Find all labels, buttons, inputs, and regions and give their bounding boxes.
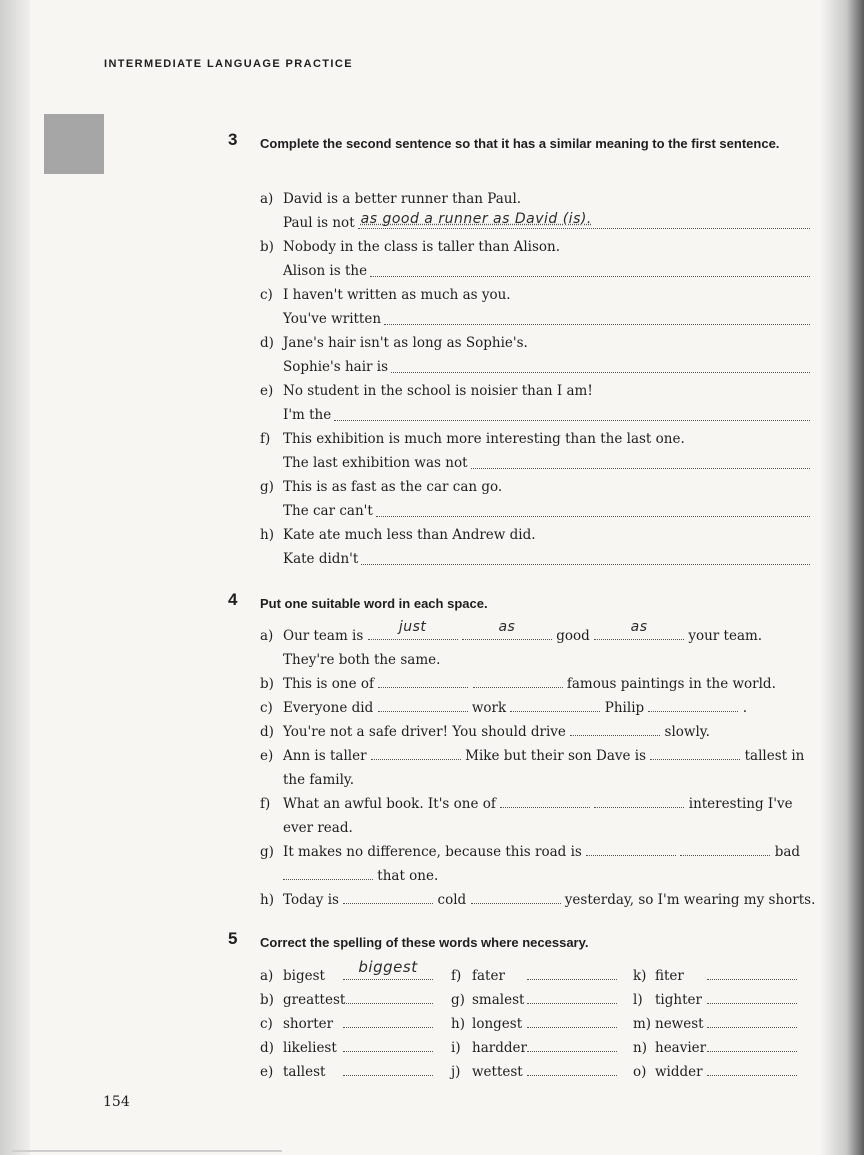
spelling-answer-field[interactable]	[707, 1061, 797, 1076]
spelling-item: b) greattest	[260, 988, 433, 1012]
exercise-3-instruction: Complete the second sentence so that it has a similar meaning to the first sentence.	[260, 136, 780, 151]
exercise-3-answer-row-b	[283, 259, 810, 283]
gap-field[interactable]	[378, 697, 468, 712]
exercise-4-item-f-cont: ever read.	[283, 820, 353, 836]
item-sentence: I haven't written as much as you.	[283, 287, 511, 303]
gap-field[interactable]	[471, 889, 561, 904]
gap-field[interactable]	[650, 745, 740, 760]
exercise-3-answer-row-g	[283, 499, 810, 523]
spelling-answer-field[interactable]	[527, 1013, 617, 1028]
spelling-item: j) wettest	[451, 1060, 617, 1084]
answer-field[interactable]	[358, 211, 810, 235]
page-number: 154	[103, 1094, 130, 1110]
gap-field[interactable]	[510, 697, 600, 712]
spelling-answer-field[interactable]	[707, 1013, 797, 1028]
spelling-item: g) smalest	[451, 988, 617, 1012]
answer-prefix: Sophie's hair is	[283, 359, 389, 375]
running-header: INTERMEDIATE LANGUAGE PRACTICE	[104, 58, 353, 70]
exercise-5-instruction: Correct the spelling of these words where necessary.	[260, 935, 589, 950]
exercise-5-number: 5	[228, 929, 238, 948]
answer-prefix: The last exhibition was not	[283, 455, 468, 471]
spelling-item: k) fiter	[633, 964, 797, 988]
spelling-answer-field[interactable]	[343, 989, 433, 1004]
gap-field[interactable]	[473, 673, 563, 688]
spelling-item: e) tallest	[260, 1060, 433, 1084]
exercise-4-item-a: a) Our team is just as good as your team.	[260, 624, 762, 648]
answer-field[interactable]	[391, 355, 810, 379]
spelling-item: m) newest	[633, 1012, 797, 1036]
exercise-3-number: 3	[228, 130, 238, 149]
scan-bottom-line	[12, 1150, 282, 1152]
gap-field[interactable]	[283, 865, 373, 880]
answer-field[interactable]	[471, 451, 811, 475]
spelling-answer-field[interactable]	[707, 989, 797, 1004]
spelling-item: d) likeliest	[260, 1036, 433, 1060]
gap-field[interactable]	[368, 619, 458, 640]
answer-field[interactable]	[334, 403, 810, 427]
handwritten-answer: as	[630, 619, 648, 635]
spelling-answer-field[interactable]	[527, 965, 617, 980]
exercise-3-answer-row-e	[283, 403, 810, 427]
spelling-answer-field[interactable]	[343, 958, 433, 980]
exercise-3-item-g: g) This is as fast as the car can go.	[260, 479, 503, 495]
exercise-4-item-e-cont: the family.	[283, 772, 355, 788]
spelling-item: n) heavier	[633, 1036, 797, 1060]
exercise-4-item-e: e) Ann is taller Mike but their son Dave is tallest in	[260, 744, 804, 768]
exercise-4-item-a-cont: They're both the same.	[283, 652, 441, 668]
answer-field[interactable]	[376, 499, 810, 523]
spelling-item: a) bigest biggest	[260, 964, 433, 988]
spelling-answer-field[interactable]	[707, 965, 797, 980]
handwritten-answer: as	[498, 619, 516, 635]
spelling-item: o) widder	[633, 1060, 797, 1084]
exercise-3-answer-row-d	[283, 355, 810, 379]
answer-prefix: Paul is not	[283, 215, 355, 231]
scan-shadow-right	[820, 0, 864, 1155]
exercise-3-item-c: c) I haven't written as much as you.	[260, 287, 511, 303]
exercise-3-answer-row-h	[283, 547, 810, 571]
item-sentence: This exhibition is much more interesting than the last one.	[283, 431, 685, 447]
handwritten-answer: just	[398, 619, 427, 635]
exercise-3-answer-row-c	[283, 307, 810, 331]
gap-field[interactable]	[594, 793, 684, 808]
handwritten-answer: as good a runner as David (is).	[360, 211, 592, 227]
exercise-4-item-f: f) What an awful book. It's one of interesting I've	[260, 792, 793, 816]
spelling-answer-field[interactable]	[343, 1013, 433, 1028]
spelling-answer-field[interactable]	[527, 1061, 617, 1076]
gap-field[interactable]	[462, 619, 552, 640]
exercise-3-answer-row-f	[283, 451, 810, 475]
exercise-3-item-e: e) No student in the school is noisier than I am!	[260, 383, 593, 399]
answer-field[interactable]	[370, 259, 810, 283]
item-sentence: This is as fast as the car can go.	[283, 479, 503, 495]
gap-field[interactable]	[648, 697, 738, 712]
gap-field[interactable]	[500, 793, 590, 808]
section-marker-block	[44, 114, 104, 174]
exercise-3-item-b: b) Nobody in the class is taller than Alison.	[260, 239, 561, 255]
item-sentence: No student in the school is noisier than I am!	[283, 383, 593, 399]
answer-prefix: I'm the	[283, 407, 332, 423]
gap-field[interactable]	[586, 841, 676, 856]
item-sentence: Nobody in the class is taller than Alison.	[283, 239, 561, 255]
exercise-3-item-a: a) David is a better runner than Paul.	[260, 191, 522, 207]
spelling-answer-field[interactable]	[527, 989, 617, 1004]
gap-field[interactable]	[570, 721, 660, 736]
item-sentence: Kate ate much less than Andrew did.	[283, 527, 536, 543]
exercise-4-item-b: b) This is one of famous paintings in the world.	[260, 672, 776, 696]
spelling-answer-field[interactable]	[343, 1037, 433, 1052]
exercise-4-instruction: Put one suitable word in each space.	[260, 596, 488, 611]
exercise-4-item-c: c) Everyone did work Philip .	[260, 696, 747, 720]
spelling-answer-field[interactable]	[707, 1037, 797, 1052]
handwritten-answer: biggest	[358, 958, 418, 976]
gap-field[interactable]	[371, 745, 461, 760]
spelling-answer-field[interactable]	[343, 1061, 433, 1076]
item-sentence: David is a better runner than Paul.	[283, 191, 522, 207]
answer-field[interactable]	[361, 547, 810, 571]
answer-prefix: The car can't	[283, 503, 373, 519]
scan-shadow-left	[0, 0, 30, 1155]
exercise-3-item-d: d) Jane's hair isn't as long as Sophie's.	[260, 335, 528, 351]
exercise-4-item-h: h) Today is cold yesterday, so I'm wearing my shorts.	[260, 888, 815, 912]
spelling-item: i) hardder	[451, 1036, 617, 1060]
exercise-4-item-g: g) It makes no difference, because this road is bad	[260, 840, 800, 864]
exercise-4-item-d: d) You're not a safe driver! You should drive slowly.	[260, 720, 710, 744]
exercise-4-number: 4	[228, 590, 238, 609]
gap-field[interactable]	[594, 619, 684, 640]
exercise-3-item-h: h) Kate ate much less than Andrew did.	[260, 527, 536, 543]
spelling-item: c) shorter	[260, 1012, 433, 1036]
gap-field[interactable]	[378, 673, 468, 688]
item-sentence: Jane's hair isn't as long as Sophie's.	[283, 335, 528, 351]
spelling-item: f) fater	[451, 964, 617, 988]
exercise-3-answer-row-a	[283, 211, 810, 235]
answer-prefix: Alison is the	[283, 263, 368, 279]
gap-field[interactable]	[680, 841, 770, 856]
exercise-4-item-g-cont: that one.	[283, 864, 438, 888]
spelling-item: h) longest	[451, 1012, 617, 1036]
spelling-item: l) tighter	[633, 988, 797, 1012]
exercise-3-item-f: f) This exhibition is much more interesting than the last one.	[260, 431, 685, 447]
answer-prefix: Kate didn't	[283, 551, 359, 567]
spelling-answer-field[interactable]	[527, 1037, 617, 1052]
gap-field[interactable]	[343, 889, 433, 904]
answer-prefix: You've written	[283, 311, 382, 327]
answer-field[interactable]	[384, 307, 810, 331]
